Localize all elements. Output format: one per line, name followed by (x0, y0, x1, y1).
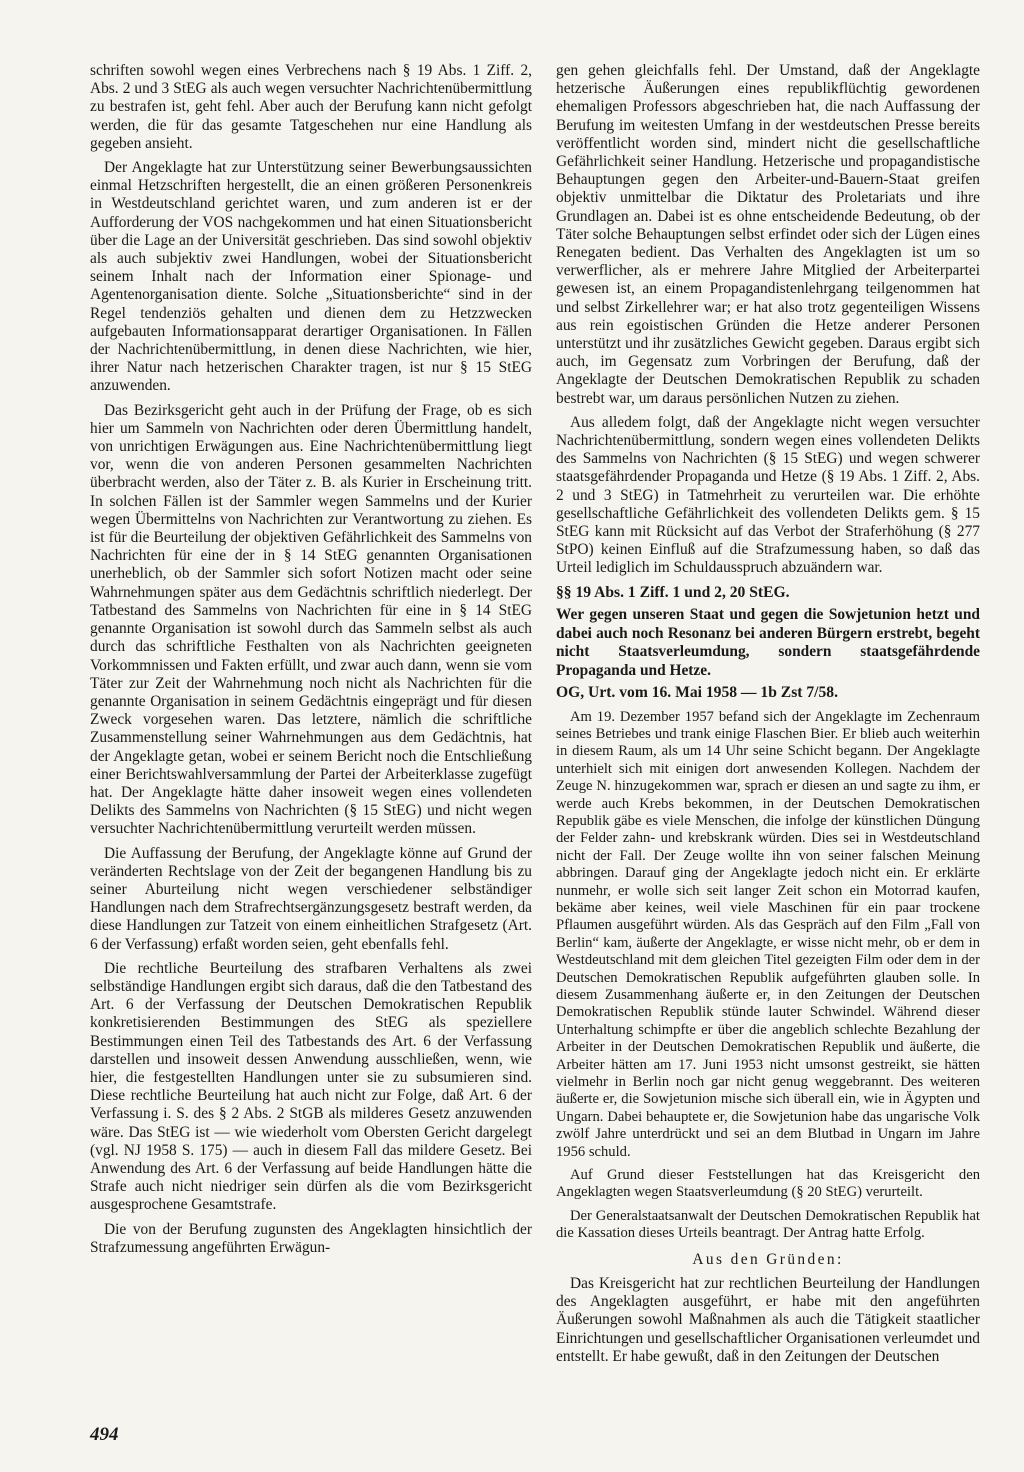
paragraph: Die Auffassung der Berufung, der Angeklagte könne auf Grund der veränderten Rechtslage von der Zeit der begangenen Handlung bis zu seiner Aburteilung nicht wegen verschiedener selbständiger Handlungen nach dem Strafrechtsergänzungsgesetz bestraft werden, da diese Handlungen zur Tatzeit von einem einheitlichen Strafgesetz (Art. 6 der Verfassung) erfaßt worden seien, geht ebenfalls fehl. (90, 844, 532, 953)
left-column (90, 62, 532, 1432)
grounds-heading: Aus den Gründen: (692, 1250, 844, 1268)
paragraph: Die rechtliche Beurteilung des strafbaren Verhaltens als zwei selbständige Handlungen ergibt sich daraus, daß die den Tatbestand des Art. 6 der Verfassung der Deutschen Demokratischen Republik konkretisierenden Bestimmungen des StEG als speziellere Bestimmungen einen Teil des Tatbestands des Art. 6 der Verfassung darstellen und insoweit dessen Anwendung ausschließen, wenn, wie hier, die festgestellten Handlungen unter sie zu subsumieren sind. Diese rechtliche Beurteilung hat auch nicht zur Folge, daß Art. 6 der Verfassung i. S. des § 2 Abs. 2 StGB als milderes Gesetz anzuwenden wäre. Das StEG ist — wie wiederholt vom Obersten Gericht dargelegt (vgl. NJ 1958 S. 175) — auch in diesem Fall das mildere Gesetz. Bei Anwendung des Art. 6 der Verfassung auf beide Handlungen hätte die Strafe auch nicht niedriger sein dürfen als die vom Bezirksgericht ausgesprochene Gesamtstrafe. (90, 959, 532, 1214)
section-heading: §§ 19 Abs. 1 Ziff. 1 und 2, 20 StEG. (556, 583, 790, 601)
paragraph: Der Generalstaatsanwalt der Deutschen Demokratischen Republik hat die Kassation dieses Urteils beantragt. Der Antrag hatte Erfolg. (556, 1207, 980, 1242)
paragraph: gen gehen gleichfalls fehl. Der Umstand, daß der Angeklagte hetzerische Äußerungen eines republikflüchtig gewordenen ehemaligen Professors abgeschrieben hat, die nach Auffassung der Berufung im weitesten Umfang in der westdeutschen Presse bereits veröffentlicht worden sind, mindert nicht die gesellschaftliche Gefährlichkeit seiner Handlung. Hetzerische und propagandistische Behauptungen gegen den Arbeiter-und-Bauern-Staat greifen objektiv unmittelbar die Diktatur des Proletariats und ihre Grundlagen an. Dabei ist es ohne entscheidende Bedeutung, ob der Täter solche Behauptungen selbst erfindet oder sich der Lügen eines Renegaten bedient. Das Verhalten des Angeklagten ist um so verwerflicher, als er mehrere Jahre Mitglied der Arbeiterpartei gewesen ist, an einem Propagandistenlehrgang teilgenommen hat und selbst Zirkellehrer war; er hat also trotz gegenteiligen Wissens aus rein egoistischen Gründen die Hetze anderer Personen unterstützt und ihr zusätzliches Gewicht gegeben. Daraus ergibt sich auch, im Gegensatz zum Vorbringen der Berufung, daß der Angeklagte der Deutschen Demokratischen Republik zu schaden bestrebt war, um daraus persönlichen Nutzen zu ziehen. (556, 62, 980, 407)
paragraph: schriften sowohl wegen eines Verbrechens nach § 19 Abs. 1 Ziff. 2, Abs. 2 und 3 StEG als auch wegen versuchter Nachrichtenübermittlung zu bestrafen ist, geht fehl. Aber auch der Berufung kann nicht gefolgt werden, die für das gesamte Tatgeschehen nur eine Handlung als gegeben ansieht. (90, 62, 532, 152)
paragraph: Das Bezirksgericht geht auch in der Prüfung der Frage, ob es sich hier um Sammeln von Nachrichten oder deren Übermittlung handelt, von unrichtigen Erwägungen aus. Eine Nachrichtenübermittlung liegt vor, wenn die von anderen Personen gesammelten Nachrichten überbracht werden, also der Täter z. B. als Kurier in Erscheinung tritt. In solchen Fällen ist der Sammler wegen Sammelns und der Kurier wegen Übermittelns von Nachrichten zur Verantwortung zu ziehen. Es ist für die Beurteilung der objektiven Gefährlichkeit des Sammelns von Nachrichten für eine der in § 14 StEG genannten Organisationen unerheblich, ob der Sammler sich sofort Notizen macht oder seine Wahrnehmungen später aus dem Gedächtnis schriftlich niederlegt. Der Tatbestand des Sammelns von Nachrichten für eine in § 14 StEG genannte Organisation ist sowohl durch das Sammeln selbst als auch durch das schriftliche Festhalten von als Nachrichten geeigneten Vorkommnissen und Fakten erfüllt, und zwar auch dann, wenn sie vom Täter zur Zeit der Wahrnehmung noch nicht als Nachrichten für die genannte Organisation in seinem Gedächtnis eingeprägt und für diesen Zweck vorgesehen waren. Das letztere, nämlich die schriftliche Zusammenstellung seiner Wahrnehmungen aus dem Gedächtnis, hat der Angeklagte getan, wobei er seinem Bericht noch die Entschließung einer Berichtswahlversammlung der Partei der Arbeiterklasse zugefügt hat. Der Angeklagte hätte daher insoweit wegen eines vollendeten Delikts des Sammelns von Nachrichten (§ 15 StEG) und nicht wegen versuchter Nachrichtenübermittlung verurteilt werden müssen. (90, 401, 532, 838)
decision-citation: OG, Urt. vom 16. Mai 1958 — 1b Zst 7/58. (556, 683, 838, 701)
right-column (556, 62, 980, 1432)
paragraph: Das Kreisgericht hat zur rechtlichen Beurteilung der Handlungen des Angeklagten ausgeführt, er habe mit den angeführten Äußerungen sowohl Maßnahmen als auch die Tätigkeit staatlicher Einrichtungen und gesellschaftlicher Organisationen verleumdet und entstellt. Er habe gewußt, daß in den Zeitungen der Deutschen (556, 1274, 980, 1365)
paragraph: Auf Grund dieser Feststellungen hat das Kreisgericht den Angeklagten wegen Staatsverleumdung (§ 20 StEG) verurteilt. (556, 1167, 980, 1201)
paragraph: Am 19. Dezember 1957 befand sich der Angeklagte im Zechenraum seines Betriebes und trank einige Flaschen Bier. Er blieb auch weiterhin in diesem Raum, als um 14 Uhr seine Schicht begann. Der Angeklagte unterhielt sich mit einigen dort anwesenden Kollegen. Nachdem der Zeuge N. hinzugekommen war, sprach er diesen an und sagte zu ihm, er werde auch Krebs bekommen, in der Deutschen Demokratischen Republik gäbe es viele Menschen, die infolge der künstlichen Düngung der Felder zahn- und krebskrank würden. Dies sei in Westdeutschland nicht der Fall. Der Zeuge wollte ihn von seiner falschen Meinung abbringen. Darauf ging der Angeklagte jedoch nicht ein. Er erklärte nunmehr, er wolle sich seit langer Zeit schon ein Motorrad kaufen, bekäme aber keines, weil viele Maschinen für ein paar trockene Pflaumen ausgeführt würden. Als das Gespräch auf den Film „Fall von Berlin“ kam, äußerte der Angeklagte, er wisse nicht mehr, ob er dem in Westdeutschland mit dem gleichen Titel gezeigten Film oder dem in der Deutschen Demokratischen Republik aufgeführten glauben solle. In diesem Zusammenhang äußerte er, in den Zeitungen der Deutschen Demokratischen Republik stünde lauter Schwindel. Während dieser Unterhaltung schimpfte er über die angeblich schlechte Bezahlung der Arbeiter in der Deutschen Demokratischen Republik und äußerte, die Arbeiter hätten am 17. Juni 1953 nicht umsonst gestreikt, sie hätten vielmehr in Berlin noch gar nicht genug weggebrannt. Des weiteren äußerte er, die Sowjetunion mische sich überall ein, wie in Ägypten und Ungarn. Dabei behauptete er, die Sowjetunion habe das ungarische Volk zwölf Jahre unterdrückt und sei an dem Blutbad in Ungarn im Jahre 1956 schuld. (556, 708, 980, 1160)
paragraph: Der Angeklagte hat zur Unterstützung seiner Bewerbungsaussichten einmal Hetzschriften hergestellt, die an einen größeren Personenkreis in Westdeutschland gerichtet waren, und zum anderen ist er der Aufforderung der VOS nachgekommen und hat einen Situationsbericht über die Lage an der Universität geschrieben. Das sind sowohl objektiv als auch subjektiv zwei Handlungen, wobei der Situationsbericht seinem Inhalt nach der Information einer Spionage- und Agentenorganisation diente. Solche „Situationsberichte“ sind in der Regel tendenziös gehalten und dienen dem zu Hetzzwecken aufgebauten Informationsapparat derartiger Organisationen. In Fällen der Nachrichtenübermittlung, in denen diese Nachrichten, wie hier, ihrer Natur nach hetzerischen Charakter tragen, ist nur § 15 StEG anzuwenden. (90, 159, 532, 395)
headnote-summary: Wer gegen unseren Staat und gegen die Sowjetunion hetzt und dabei auch noch Resonanz bei anderen Bürgern erstrebt, begeht nicht Staatsverleumdung, sondern staatsgefährdende Propaganda und Hetze. (556, 606, 980, 679)
paragraph: Aus alledem folgt, daß der Angeklagte nicht wegen versuchter Nachrichtenübermittlung, sondern wegen eines vollendeten Delikts des Sammelns von Nachrichten (§ 15 StEG) und wegen schwerer staatsgefährdender Propaganda und Hetze (§ 19 Abs. 1 Ziff. 2, Abs. 2 und 3 StEG) in Tatmehrheit zu verurteilen war. Die erhöhte gesellschaftliche Gefährlichkeit des vollendeten Delikts gem. § 15 StEG kann mit Rücksicht auf das Verbot der Straferhöhung (§ 277 StPO) keinen Einfluß auf die Strafzumessung haben, so daß das Urteil lediglich im Schuldausspruch abzuändern war. (556, 413, 980, 577)
page-number: 494 (90, 1424, 119, 1445)
paragraph: Die von der Berufung zugunsten des Angeklagten hinsichtlich der Strafzumessung angeführten Erwägun- (90, 1220, 532, 1256)
